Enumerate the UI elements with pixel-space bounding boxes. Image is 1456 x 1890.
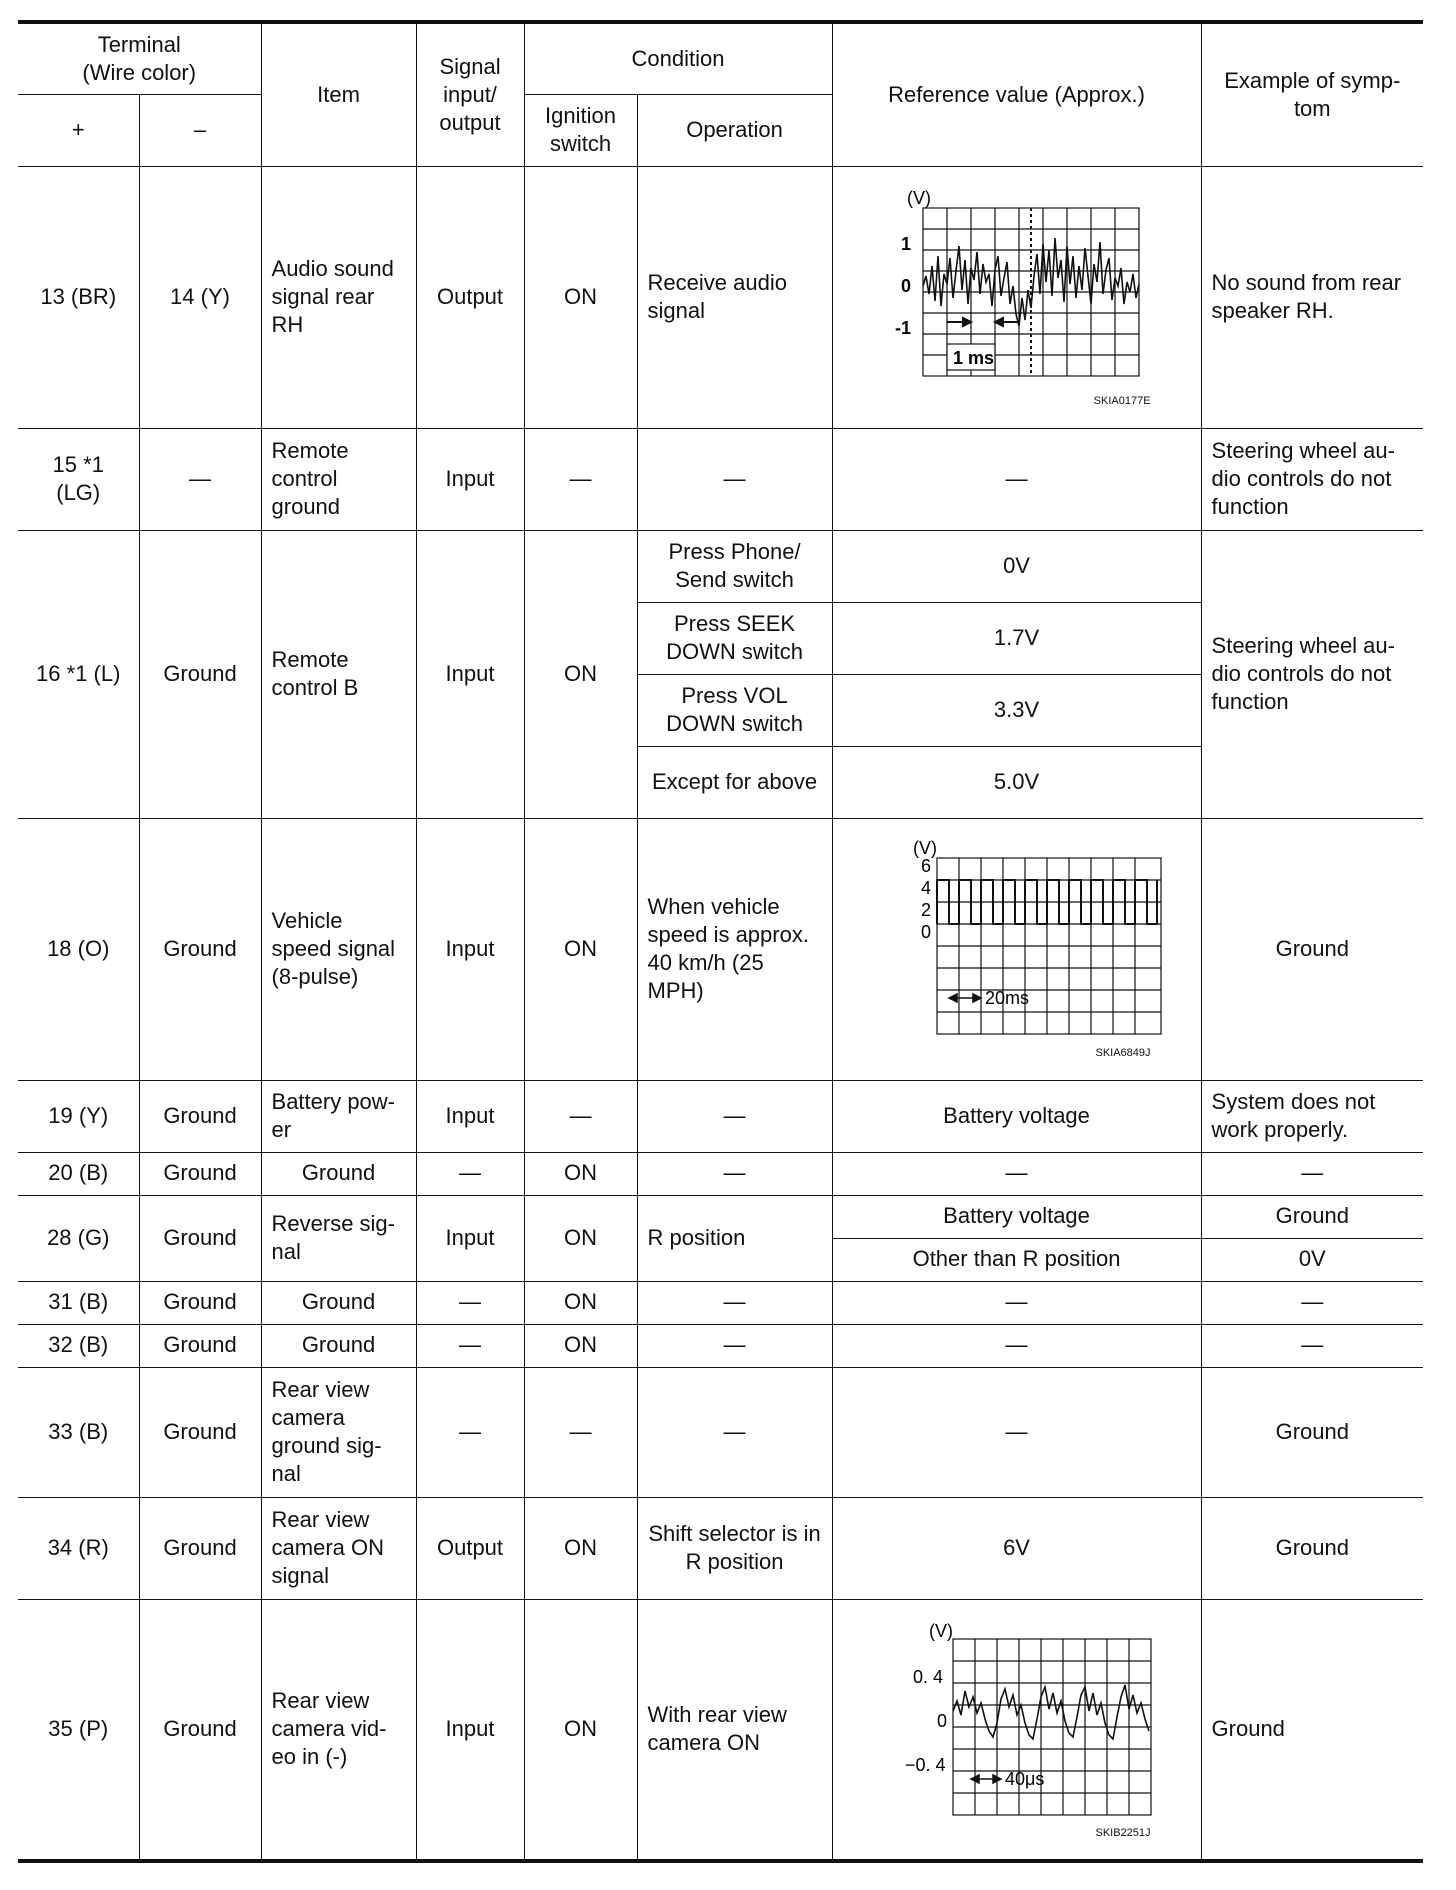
speed-time-label: 20ms (984, 988, 1029, 1009)
terminal-plus: 16 *1 (L) (18, 530, 139, 818)
item: Rear view camera ground sig-nal (261, 1367, 416, 1497)
item: Audio sound signal rear RH (261, 166, 416, 428)
ignition: ON (524, 1599, 637, 1861)
operation: When vehicle speed is approx. 40 km/h (25 MPH) (637, 818, 832, 1080)
speed-unit-label: (V) (912, 838, 937, 859)
speed-y-label: 2 (920, 900, 931, 921)
terminal-minus: 14 (Y) (139, 166, 261, 428)
operation: — (637, 428, 832, 530)
audio-unit-label: (V) (906, 188, 931, 209)
operation: With rear view camera ON (637, 1599, 832, 1861)
table-row (18, 1324, 1423, 1367)
ignition: — (524, 1080, 637, 1152)
ignition: — (524, 1367, 637, 1497)
ignition: ON (524, 166, 637, 428)
terminal-minus: Ground (139, 1195, 261, 1281)
table-row (18, 428, 1423, 530)
symptom: Ground (1201, 818, 1423, 1080)
table-row (18, 1599, 1423, 1861)
reference-waveform-speed (832, 818, 1201, 1080)
terminal-plus: 15 *1 (LG) (18, 428, 139, 530)
item: Ground (261, 1324, 416, 1367)
terminal-plus: 20 (B) (18, 1152, 139, 1195)
reference-waveform-video (832, 1599, 1201, 1861)
ignition: ON (524, 1152, 637, 1195)
table-row (18, 166, 1423, 428)
symptom: Ground (1201, 1367, 1423, 1497)
speed-y-label: 4 (920, 878, 931, 899)
reference: — (832, 1281, 1201, 1324)
terminal-minus: Ground (139, 1367, 261, 1497)
table-row (18, 530, 1423, 602)
table-row (18, 1497, 1423, 1599)
item: Remote control ground (261, 428, 416, 530)
item: Ground (261, 1152, 416, 1195)
header-symptom: Example of symp-tom (1201, 22, 1423, 166)
symptom: Ground (1201, 1195, 1423, 1238)
operation: Except for above (637, 746, 832, 818)
video-figure-code: SKIB2251J (1095, 1826, 1151, 1839)
reference: Battery voltage (832, 1080, 1201, 1152)
symptom: Steering wheel au-dio controls do not function (1201, 530, 1423, 818)
terminal-plus: 18 (O) (18, 818, 139, 1080)
table-row (18, 1080, 1423, 1152)
item: Vehicle speed signal (8-pulse) (261, 818, 416, 1080)
header-reference: Reference value (Approx.) (832, 22, 1201, 166)
reference: 3.3V (832, 674, 1201, 746)
operation: — (637, 1281, 832, 1324)
item: Reverse sig-nal (261, 1195, 416, 1281)
reference: 5.0V (832, 746, 1201, 818)
reference: — (832, 1367, 1201, 1497)
operation: Press VOL DOWN switch (637, 674, 832, 746)
terminal-minus: Ground (139, 818, 261, 1080)
audio-y-label: -1 (894, 318, 911, 339)
signal: Output (416, 166, 524, 428)
terminal-plus: 34 (R) (18, 1497, 139, 1599)
signal: — (416, 1324, 524, 1367)
ignition: — (524, 428, 637, 530)
signal: Output (416, 1497, 524, 1599)
signal: Input (416, 1195, 524, 1281)
reference: — (832, 1324, 1201, 1367)
operation: — (637, 1152, 832, 1195)
operation: — (637, 1080, 832, 1152)
header-condition: Condition (524, 22, 832, 94)
operation: — (637, 1324, 832, 1367)
speed-y-label: 0 (920, 922, 931, 943)
video-waveform-graph (867, 1619, 1167, 1819)
header-item: Item (261, 22, 416, 166)
operation: Press Phone/ Send switch (637, 530, 832, 602)
audio-waveform-graph (867, 186, 1167, 386)
terminal-minus: Ground (139, 1497, 261, 1599)
terminal-minus: Ground (139, 1080, 261, 1152)
ignition: ON (524, 530, 637, 818)
signal: — (416, 1152, 524, 1195)
video-time-label: 40μs (1004, 1768, 1044, 1789)
terminal-plus: 28 (G) (18, 1195, 139, 1281)
ignition: ON (524, 1195, 637, 1281)
signal: Input (416, 1080, 524, 1152)
reference: — (832, 1152, 1201, 1195)
symptom: 0V (1201, 1238, 1423, 1281)
terminal-minus: — (139, 428, 261, 530)
item: Battery pow-er (261, 1080, 416, 1152)
symptom: Ground (1201, 1497, 1423, 1599)
symptom: Steering wheel au-dio controls do not function (1201, 428, 1423, 530)
reference: 1.7V (832, 602, 1201, 674)
signal: Input (416, 428, 524, 530)
terminal-minus: Ground (139, 1324, 261, 1367)
table-row (18, 818, 1423, 1080)
header-terminal: Terminal (Wire color) (18, 22, 261, 94)
terminal-minus: Ground (139, 1599, 261, 1861)
signal: Input (416, 818, 524, 1080)
symptom: — (1201, 1324, 1423, 1367)
reference: 6V (832, 1497, 1201, 1599)
item: Rear view camera vid-eo in (-) (261, 1599, 416, 1861)
video-y-label: 0 (936, 1710, 947, 1731)
operation: — (637, 1367, 832, 1497)
speed-y-label: 6 (920, 856, 931, 877)
operation: Shift selector is in R position (637, 1497, 832, 1599)
signal: Input (416, 530, 524, 818)
terminal-plus: 32 (B) (18, 1324, 139, 1367)
reference: Battery voltage (832, 1195, 1201, 1238)
item: Remote control B (261, 530, 416, 818)
audio-y-label: 0 (900, 276, 911, 297)
speed-figure-code: SKIA6849J (1095, 1046, 1151, 1059)
terminal-minus: Ground (139, 1152, 261, 1195)
audio-figure-code: SKIA0177E (1093, 394, 1151, 407)
ignition: ON (524, 1324, 637, 1367)
signal: — (416, 1281, 524, 1324)
table-row (18, 1152, 1423, 1195)
video-y-label: −0. 4 (904, 1754, 946, 1775)
table-row (18, 1281, 1423, 1324)
terminal-plus: 19 (Y) (18, 1080, 139, 1152)
ignition: ON (524, 818, 637, 1080)
header-operation: Operation (637, 94, 832, 166)
terminal-plus: 35 (P) (18, 1599, 139, 1861)
header-signal: Signal input/ output (416, 22, 524, 166)
reference-waveform-audio (832, 166, 1201, 428)
video-unit-label: (V) (928, 1620, 953, 1641)
header-ignition: Ignition switch (524, 94, 637, 166)
symptom: Ground (1201, 1599, 1423, 1861)
symptom: — (1201, 1281, 1423, 1324)
ignition: ON (524, 1281, 637, 1324)
audio-time-label: 1 ms (952, 348, 994, 369)
terminal-plus: 33 (B) (18, 1367, 139, 1497)
symptom: — (1201, 1152, 1423, 1195)
terminal-plus: 31 (B) (18, 1281, 139, 1324)
terminal-plus: 13 (BR) (18, 166, 139, 428)
speed-waveform-graph (867, 838, 1167, 1038)
symptom: System does not work properly. (1201, 1080, 1423, 1152)
item: Ground (261, 1281, 416, 1324)
item: Rear view camera ON signal (261, 1497, 416, 1599)
reference: — (832, 428, 1201, 530)
signal: — (416, 1367, 524, 1497)
operation: Receive audio signal (637, 166, 832, 428)
header-minus: – (139, 94, 261, 166)
table-row (18, 1367, 1423, 1497)
operation: Press SEEK DOWN switch (637, 602, 832, 674)
signal: Input (416, 1599, 524, 1861)
audio-y-label: 1 (900, 234, 911, 255)
ignition: ON (524, 1497, 637, 1599)
operation: R position (637, 1195, 832, 1281)
reference: Other than R position (832, 1238, 1201, 1281)
video-y-label: 0. 4 (912, 1666, 943, 1687)
terminal-minus: Ground (139, 1281, 261, 1324)
symptom: No sound from rear speaker RH. (1201, 166, 1423, 428)
header-plus: + (18, 94, 139, 166)
table-row (18, 1195, 1423, 1238)
terminal-minus: Ground (139, 530, 261, 818)
reference: 0V (832, 530, 1201, 602)
terminal-table (18, 20, 1423, 1863)
